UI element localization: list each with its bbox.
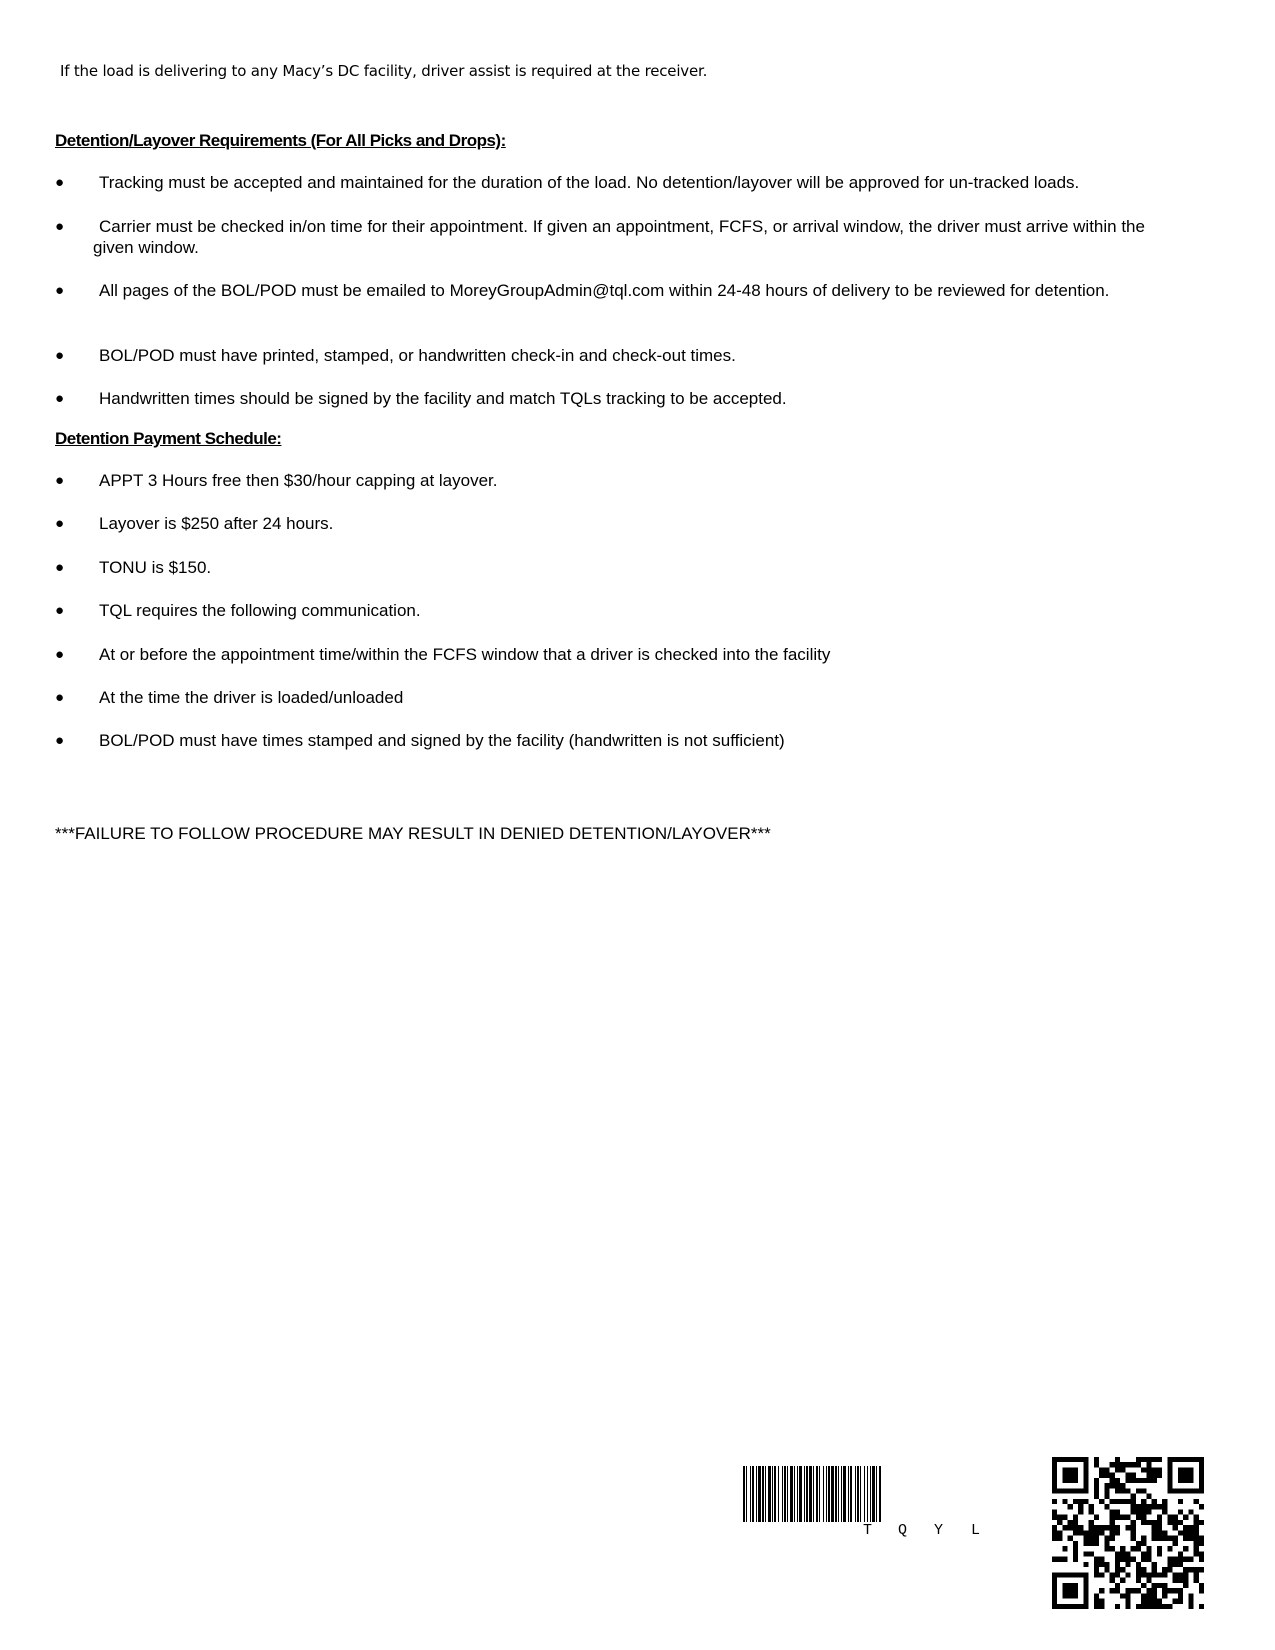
list-item-text: BOL/POD must have times stamped and signed by the facility (handwritten is not sufficient)	[99, 731, 785, 750]
list-item	[55, 388, 1185, 409]
list-item	[55, 280, 1185, 301]
bullet-icon: ●	[55, 602, 65, 619]
list-item	[55, 557, 1185, 578]
barcode-char: L	[971, 1522, 981, 1539]
barcode-char: Y	[934, 1522, 944, 1539]
barcode-char: T	[863, 1522, 873, 1539]
list-item	[55, 644, 1185, 665]
bullet-icon: ●	[55, 347, 65, 364]
bullet-icon: ●	[55, 559, 65, 576]
bullet-icon: ●	[55, 515, 65, 532]
list-item	[55, 345, 1185, 366]
list-item	[55, 216, 1185, 258]
list-item-text: Handwritten times should be signed by the facility and match TQLs tracking to be accepted.	[99, 389, 787, 408]
list-item	[55, 687, 1185, 708]
bullet-icon: ●	[55, 282, 65, 299]
list-item-text: Tracking must be accepted and maintained for the duration of the load. No detention/layover will be approved for un-tracked loads.	[99, 173, 1080, 192]
list-item	[55, 172, 1185, 193]
list-item	[55, 513, 1185, 534]
list-item-text: All pages of the BOL/POD must be emailed to MoreyGroupAdmin@tql.com within 24-48 hours of delivery to be reviewed for detention.	[99, 281, 1110, 300]
payment-heading: Detention Payment Schedule:	[55, 429, 282, 448]
list-item	[55, 730, 1185, 751]
bullet-icon: ●	[55, 390, 65, 407]
list-item	[55, 470, 1185, 491]
list-item-text: At or before the appointment time/within the FCFS window that a driver is checked into the facility	[99, 645, 831, 664]
list-item	[55, 600, 1185, 621]
intro-line: If the load is delivering to any Macy’s DC facility, driver assist is required at the receiver.	[60, 62, 708, 80]
list-item-text: TQL requires the following communication.	[99, 601, 421, 620]
bullet-icon: ●	[55, 174, 65, 191]
bullet-icon: ●	[55, 218, 65, 235]
barcode-char: Q	[898, 1522, 908, 1539]
detention-heading: Detention/Layover Requirements (For All Picks and Drops):	[55, 131, 506, 150]
list-item-text: Layover is $250 after 24 hours.	[99, 514, 334, 533]
footer-warning: ***FAILURE TO FOLLOW PROCEDURE MAY RESULT IN DENIED DETENTION/LAYOVER***	[55, 824, 771, 843]
bullet-icon: ●	[55, 472, 65, 489]
barcode-label	[743, 1522, 1028, 1542]
barcode-image	[743, 1466, 1028, 1526]
bullet-icon: ●	[55, 732, 65, 749]
qr-code-image	[1052, 1457, 1204, 1609]
list-item-text: TONU is $150.	[99, 558, 212, 577]
list-item-text: Carrier must be checked in/on time for their appointment. If given an appointment, FCFS, or arrival window, the driver must arrive within the given window.	[93, 217, 1145, 257]
list-item-text: BOL/POD must have printed, stamped, or handwritten check-in and check-out times.	[99, 346, 736, 365]
list-item-text: At the time the driver is loaded/unloaded	[99, 688, 404, 707]
list-item-text: APPT 3 Hours free then $30/hour capping at layover.	[99, 471, 498, 490]
bullet-icon: ●	[55, 646, 65, 663]
bullet-icon: ●	[55, 689, 65, 706]
